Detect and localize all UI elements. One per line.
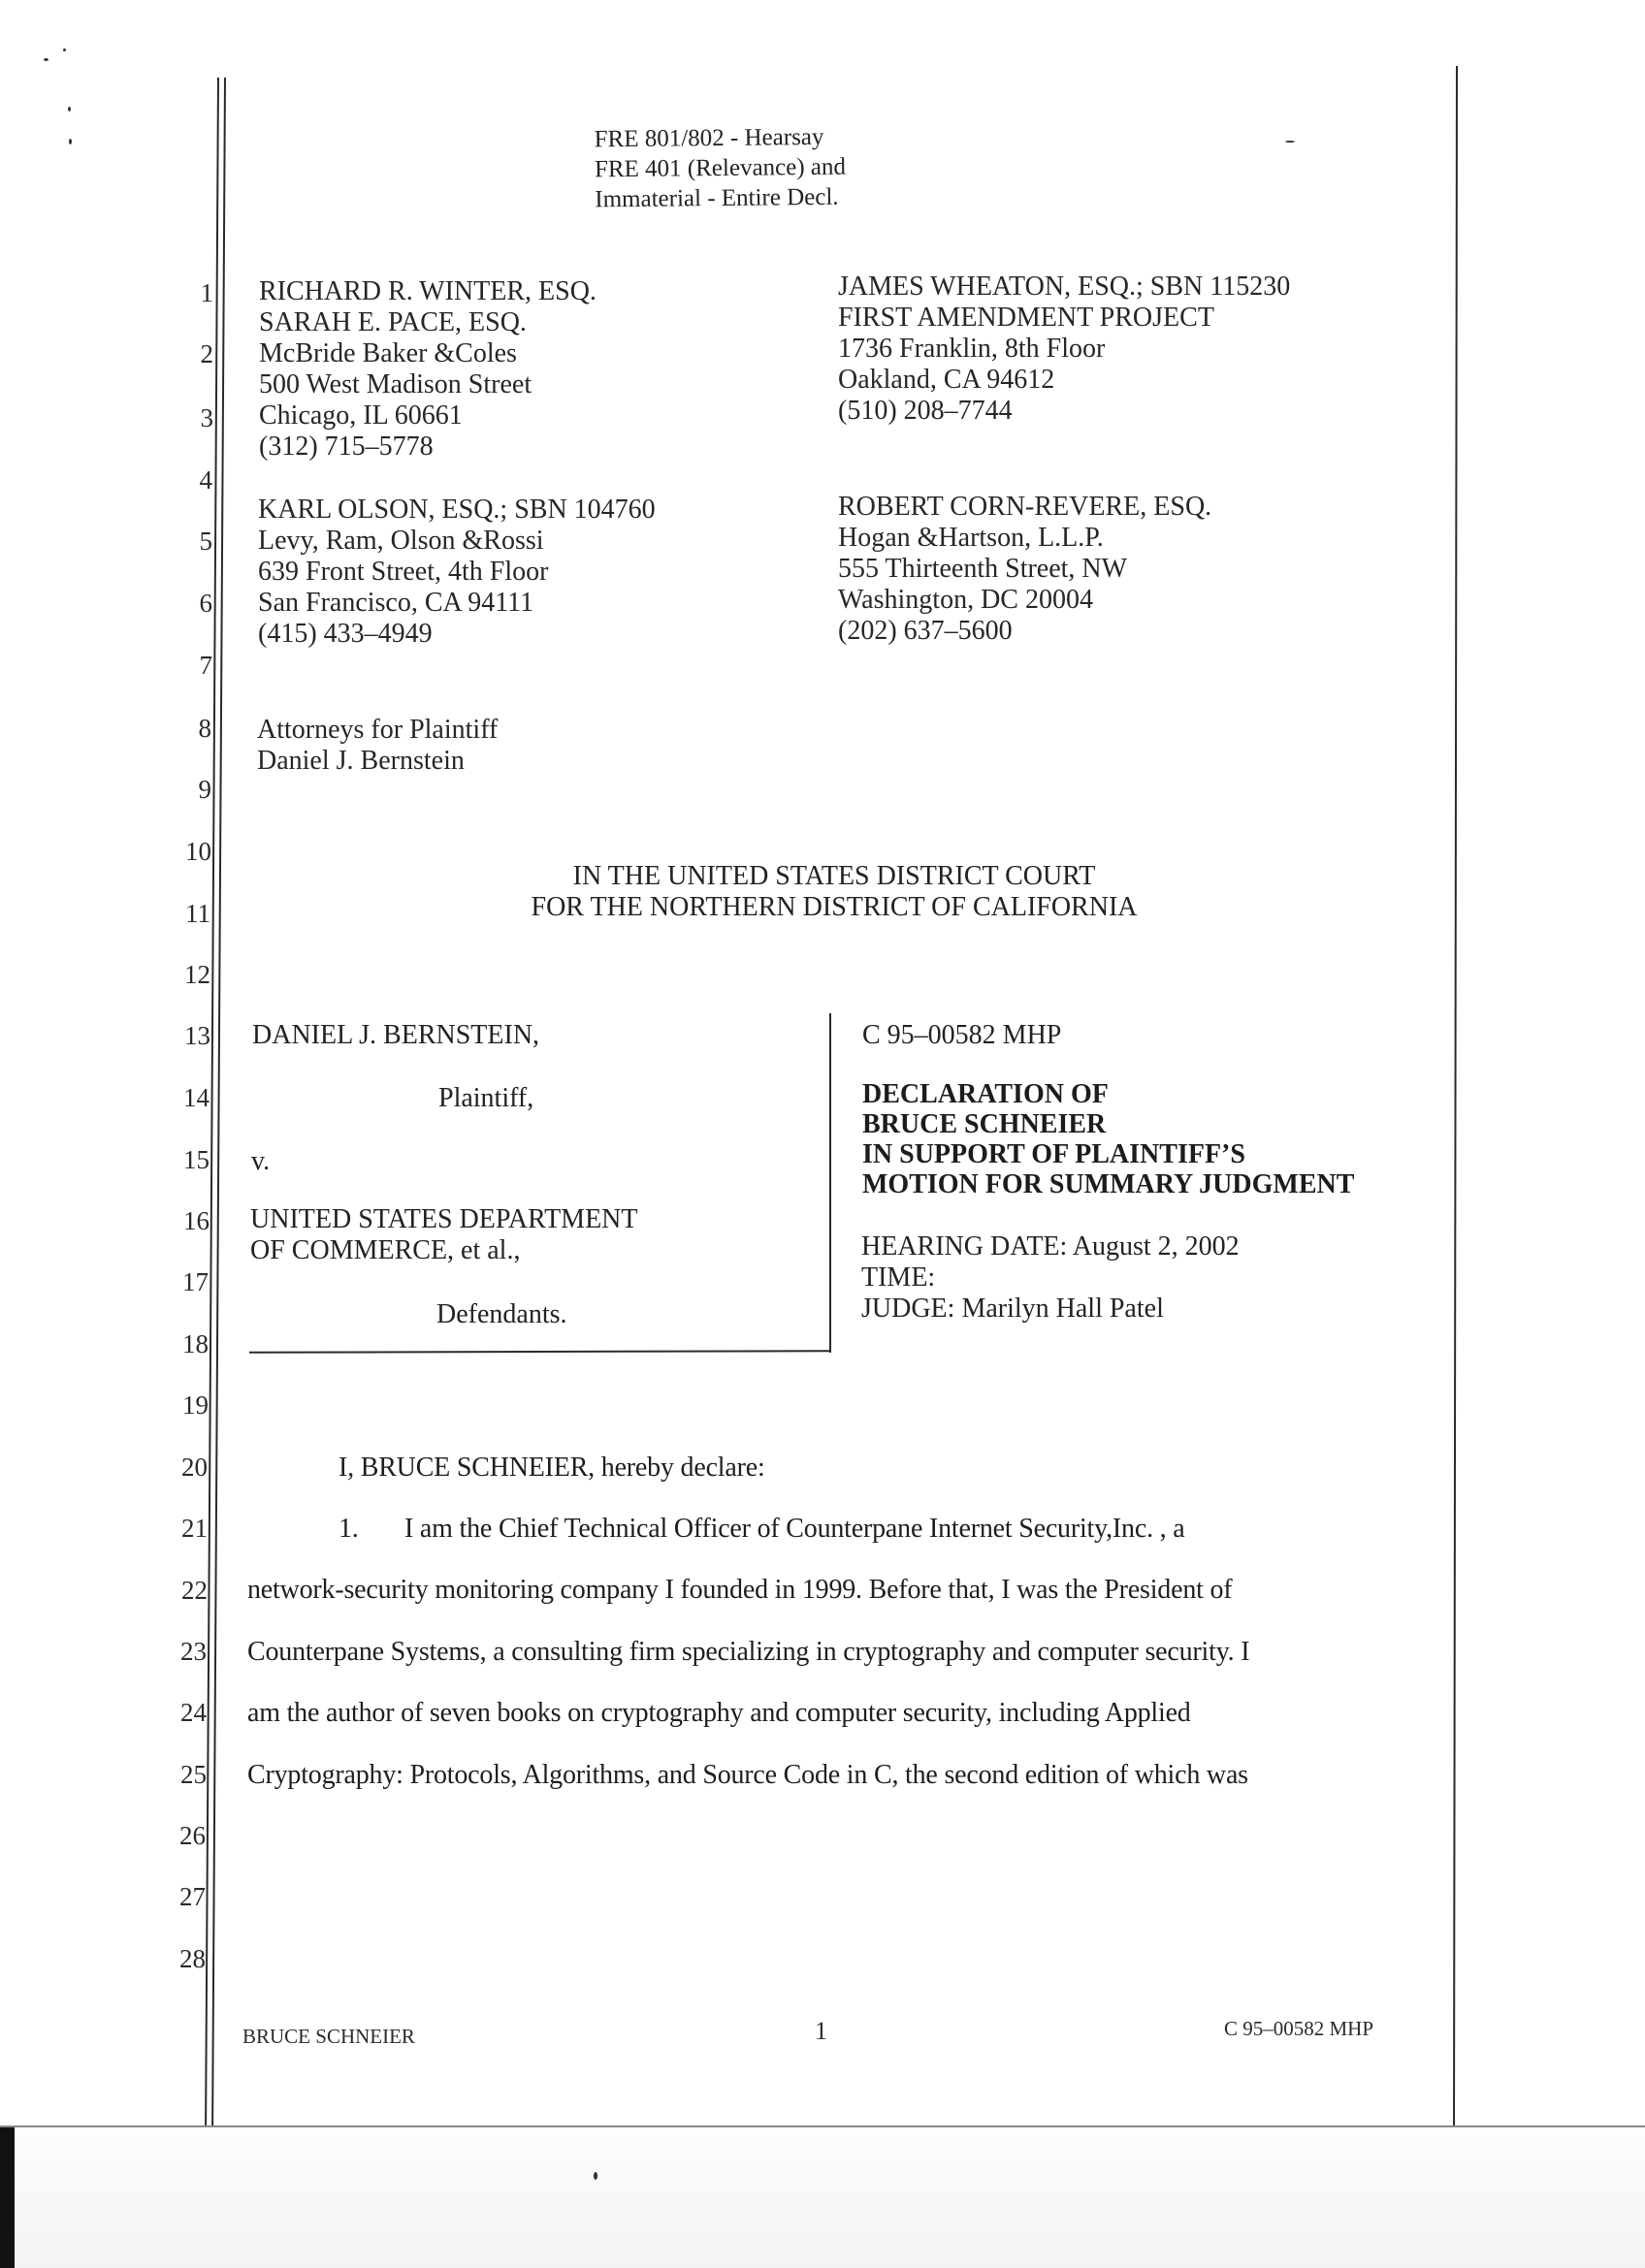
counsel-line: RICHARD R. WINTER, ESQ. <box>259 276 597 306</box>
counsel-line: JAMES WHEATON, ESQ.; SBN 115230 <box>838 272 1291 302</box>
line-number: 23 <box>180 1637 207 1666</box>
caption-defendant-line: OF COMMERCE, et al., <box>250 1235 521 1265</box>
counsel-line: (415) 433–4949 <box>258 619 433 649</box>
left-margin-rule-inner <box>211 78 226 2125</box>
counsel-line: 639 Front Street, 4th Floor <box>258 557 549 587</box>
hearing-time: TIME: <box>861 1262 936 1293</box>
caption-defendant-role: Defendants. <box>436 1299 567 1329</box>
line-number: 16 <box>183 1206 210 1235</box>
document-title-line: MOTION FOR SUMMARY JUDGMENT <box>862 1169 1355 1199</box>
body-line: Cryptography: Protocols, Algorithms, and Source Code in C, the second edition of which was <box>247 1760 1248 1790</box>
attorneys-for-line: Attorneys for Plaintiff <box>257 715 499 745</box>
counsel-line: San Francisco, CA 94111 <box>258 588 534 618</box>
line-number: 22 <box>181 1576 208 1605</box>
footer-case-number: C 95–00582 MHP <box>1224 2017 1374 2040</box>
line-number: 9 <box>198 775 211 804</box>
counsel-line: Washington, DC 20004 <box>838 585 1093 615</box>
document-title-line: DECLARATION OF <box>862 1079 1109 1109</box>
line-number: 26 <box>179 1821 206 1850</box>
paragraph-number: 1. <box>339 1514 359 1544</box>
counsel-line: ROBERT CORN-REVERE, ESQ. <box>838 492 1212 522</box>
scan-speck <box>1285 141 1295 143</box>
scan-speck <box>68 107 71 112</box>
body-line: network-security monitoring company I founded in 1999. Before that, I was the President of <box>247 1575 1233 1605</box>
objection-line: Immaterial - Entire Decl. <box>595 183 839 213</box>
line-number: 20 <box>181 1453 208 1482</box>
caption-defendant <box>250 1204 638 1266</box>
objection-note <box>595 122 847 215</box>
line-number: 17 <box>182 1267 209 1296</box>
line-number: 19 <box>182 1390 209 1420</box>
counsel-line: 500 West Madison Street <box>259 369 532 399</box>
objection-line: FRE 801/802 - Hearsay <box>594 123 824 153</box>
caption-versus: v. <box>251 1146 271 1176</box>
hearing-judge: JUDGE: Marilyn Hall Patel <box>861 1294 1164 1324</box>
body-line: Counterpane Systems, a consulting firm specializing in cryptography and computer security. I <box>247 1637 1250 1667</box>
line-number: 4 <box>199 465 212 495</box>
caption-plaintiff-name: DANIEL J. BERNSTEIN, <box>252 1020 540 1050</box>
hearing-date: HEARING DATE: August 2, 2002 <box>861 1231 1240 1262</box>
footer-page-number: 1 <box>815 2017 827 2045</box>
court-line: FOR THE NORTHERN DISTRICT OF CALIFORNIA <box>531 892 1138 922</box>
line-number: 15 <box>183 1145 210 1174</box>
line-number: 14 <box>183 1083 210 1112</box>
declaration-intro: I, BRUCE SCHNEIER, hereby declare: <box>339 1453 765 1483</box>
document-title-line: IN SUPPORT OF PLAINTIFF’S <box>862 1139 1245 1169</box>
objection-line: FRE 401 (Relevance) and <box>594 153 847 183</box>
counsel-block-corn-revere <box>838 492 1211 647</box>
scan-speck <box>63 48 66 51</box>
line-number: 21 <box>181 1514 208 1543</box>
line-number: 25 <box>180 1760 207 1789</box>
counsel-block-wheaton <box>838 272 1290 427</box>
line-number: 10 <box>185 837 211 866</box>
scan-speck <box>594 2172 597 2180</box>
counsel-line: Chicago, IL 60661 <box>259 400 463 431</box>
line-number: 18 <box>182 1329 209 1358</box>
counsel-line: Levy, Ram, Olson &Rossi <box>258 526 544 556</box>
caption-defendant-line: UNITED STATES DEPARTMENT <box>250 1204 638 1234</box>
scan-background-lower <box>0 2127 1645 2268</box>
counsel-block-olson <box>258 495 656 650</box>
line-number: 13 <box>184 1021 210 1050</box>
court-title <box>330 861 1339 923</box>
attorneys-for-line: Daniel J. Bernstein <box>257 746 465 776</box>
line-number: 24 <box>180 1698 207 1727</box>
counsel-line: 1736 Franklin, 8th Floor <box>838 334 1106 364</box>
counsel-line: FIRST AMENDMENT PROJECT <box>838 303 1214 333</box>
line-number: 8 <box>198 714 211 743</box>
counsel-line: SARAH E. PACE, ESQ. <box>259 307 527 337</box>
scan-speck <box>69 139 72 144</box>
body-line: am the author of seven books on cryptography and computer security, including Applied <box>247 1698 1191 1728</box>
line-number: 2 <box>200 339 213 368</box>
counsel-line: Oakland, CA 94612 <box>838 365 1055 395</box>
counsel-line: (202) 637–5600 <box>838 616 1013 646</box>
body-line: I am the Chief Technical Officer of Counterpane Internet Security,Inc. , a <box>404 1514 1185 1544</box>
line-number: 1 <box>200 278 213 307</box>
scanner-black-strip <box>0 2127 15 2268</box>
case-number: C 95–00582 MHP <box>862 1020 1062 1050</box>
document-title-line: BRUCE SCHNEIER <box>862 1109 1107 1139</box>
counsel-block-winter-pace <box>259 276 597 463</box>
line-number: 6 <box>199 589 212 618</box>
footer-declarant-name: BRUCE SCHNEIER <box>242 2025 415 2048</box>
line-number: 27 <box>179 1882 206 1911</box>
caption-box-bottom-rule <box>249 1350 831 1354</box>
scan-speck <box>44 58 48 61</box>
court-line: IN THE UNITED STATES DISTRICT COURT <box>572 861 1096 891</box>
counsel-line: Hogan &Hartson, L.L.P. <box>838 523 1104 553</box>
counsel-line: McBride Baker &Coles <box>259 338 517 368</box>
caption-plaintiff-role: Plaintiff, <box>438 1083 534 1113</box>
counsel-line: (510) 208–7744 <box>838 396 1013 426</box>
line-number: 5 <box>199 527 212 556</box>
line-number: 12 <box>184 960 210 989</box>
hearing-info <box>861 1231 1240 1325</box>
line-number: 7 <box>199 651 212 680</box>
counsel-line: (312) 715–5778 <box>259 431 434 462</box>
caption-box-vertical-rule <box>829 1013 831 1353</box>
paper-bottom-edge <box>0 2125 1645 2127</box>
counsel-line: KARL OLSON, ESQ.; SBN 104760 <box>258 495 656 525</box>
counsel-line: 555 Thirteenth Street, NW <box>838 554 1128 584</box>
line-number: 28 <box>179 1944 206 1973</box>
attorneys-for-plaintiff <box>257 715 498 777</box>
line-number: 3 <box>200 403 213 432</box>
right-margin-rule <box>1453 66 1458 2125</box>
line-number: 11 <box>185 899 210 928</box>
document-title <box>862 1079 1354 1199</box>
